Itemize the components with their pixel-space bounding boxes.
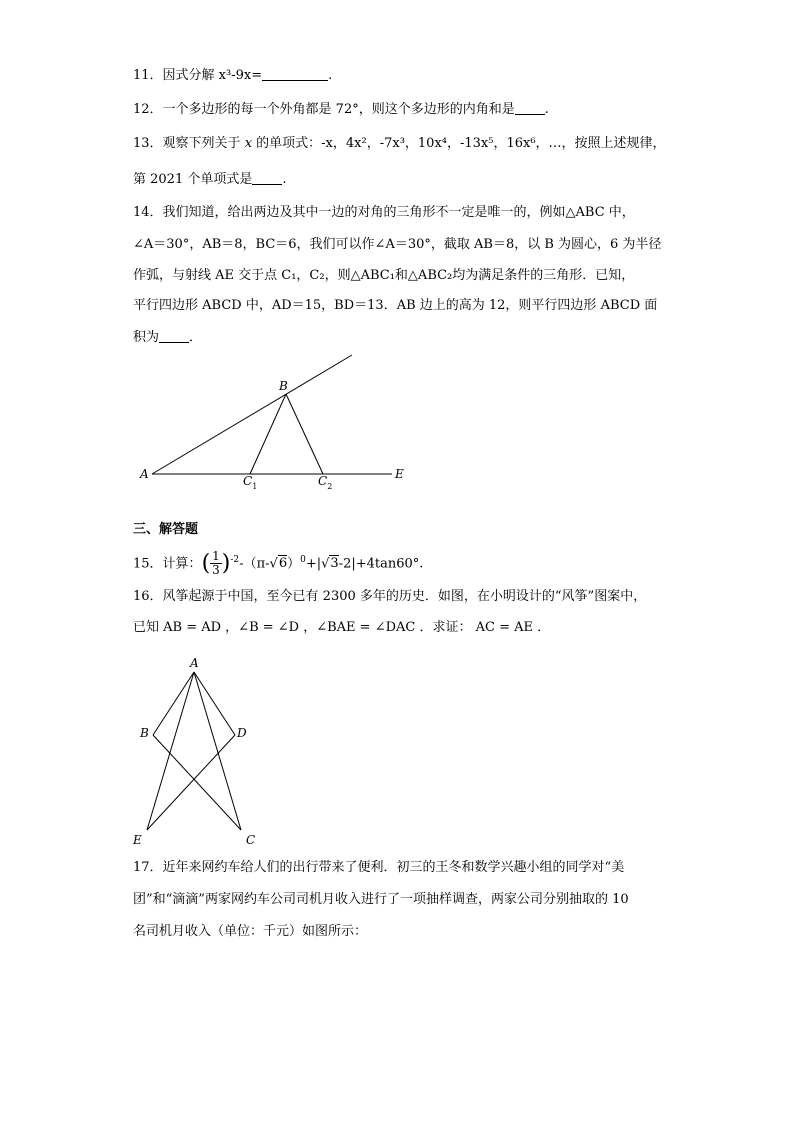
question-text: 已知 AB = AD ，∠B = ∠D ，∠BAE = ∠DAC ．求证： AC = AE ．: [133, 620, 551, 635]
question-number: 13．: [133, 136, 163, 151]
exponent: -2: [230, 555, 240, 565]
question-11: [133, 66, 332, 86]
question-12: [133, 100, 549, 120]
question-number: 14．: [133, 205, 163, 220]
answer-blank[interactable]: [159, 328, 189, 343]
answer-blank[interactable]: [262, 66, 328, 81]
label-c2: $C_2$: [318, 474, 333, 491]
sqrt-symbol: √: [269, 556, 278, 572]
question-text: 我们知道，给出两边及其中一边的对角的三角形不一定是唯一的，例如△ABC 中，: [162, 205, 635, 220]
label-e: E: [133, 833, 142, 847]
question-number: 11．: [133, 68, 163, 83]
label-a: A: [140, 467, 149, 481]
fraction-numerator: 1: [212, 549, 220, 564]
exponent: 0: [300, 555, 306, 565]
question-text: 名司机月收入（单位：千元）如图所示：: [133, 924, 368, 939]
question-14-line-2: [133, 235, 661, 255]
sqrt-radicand: 3: [330, 556, 339, 572]
question-13-line-1: [133, 134, 666, 154]
segment-bc2: [286, 394, 323, 474]
segment-ab: [153, 672, 194, 735]
segment-ad: [194, 672, 235, 735]
section-heading: 三、解答题: [133, 522, 199, 537]
answer-blank[interactable]: [252, 170, 282, 185]
question-15: [133, 546, 423, 578]
question-text: 因式分解 x³-9x=: [162, 68, 263, 83]
segment-bc1: [250, 394, 286, 474]
label-b: B: [279, 379, 288, 393]
ray-ab: [152, 355, 352, 474]
question-text: 第 2021 个单项式是: [133, 172, 253, 187]
segment-de: [147, 735, 235, 830]
question-14-line-5: [133, 328, 202, 348]
question-text: 观察下列关于: [162, 136, 245, 151]
figure-16-kite: [128, 650, 278, 850]
question-end: .: [282, 172, 287, 187]
question-13-line-2: [133, 170, 287, 190]
question-number: 15．: [133, 556, 163, 572]
expression-part: -2|+4tan60°.: [338, 556, 424, 572]
question-text: 作弧，与射线 AE 交于点 C₁，C₂，则△ABC₁和△ABC₂均为满足条件的三角形．已知，: [133, 268, 635, 283]
question-14-line-4: [133, 296, 657, 316]
label-c1: $C_1$: [243, 474, 258, 491]
question-17-line-3: [133, 922, 367, 942]
label-b: B: [140, 726, 149, 740]
label-d: D: [237, 726, 247, 740]
label-c: C: [246, 833, 256, 847]
question-16-line-2: [133, 618, 550, 638]
question-text: 积为: [133, 330, 160, 345]
question-text: 近年来网约车给人们的出行带来了便利．初三的王冬和数学兴趣小组的同学对“美: [162, 860, 625, 875]
question-label: 计算：: [162, 556, 202, 572]
question-text: 团”和“滴滴”两家网约车公司司机月收入进行了一项抽样调查，两家公司分别抽取的 10: [133, 892, 629, 907]
question-end: ．: [189, 330, 203, 345]
fraction-one-third: [210, 550, 222, 577]
figure-14-triangle: [130, 350, 420, 495]
question-text: 的单项式：-x，4x²，-7x³，10x⁴，-13x⁵，16x⁶，…，按照上述规律，: [252, 136, 666, 151]
question-number: 16．: [133, 589, 163, 604]
fraction-denominator: 3: [212, 563, 220, 578]
segment-ac: [194, 672, 241, 830]
variable-x: x: [244, 136, 253, 151]
label-e: E: [395, 467, 404, 481]
question-14-line-3: [133, 266, 634, 286]
question-text: ∠A＝30°，AB＝8，BC＝6，我们可以作∠A＝30°，截取 AB＝8，以 B 为圆心，6 为半径: [133, 237, 662, 252]
question-end: .: [328, 68, 333, 83]
paren-open: (: [201, 550, 211, 576]
segment-ae: [147, 672, 194, 830]
paren-close: ): [221, 550, 231, 576]
label-a: A: [190, 656, 199, 670]
question-16-line-1: [133, 587, 646, 607]
sqrt-radicand: 6: [278, 556, 288, 572]
expression-part: +|: [305, 556, 322, 572]
question-14-line-1: [133, 203, 635, 223]
sqrt-symbol: √: [321, 556, 330, 572]
answer-blank[interactable]: [515, 100, 545, 115]
segment-bc: [153, 735, 241, 830]
question-17-line-1: [133, 858, 624, 878]
question-text: 风筝起源于中国，至今已有 2300 多年的历史．如图，在小明设计的“风筝”图案中，: [162, 589, 647, 604]
question-text: 平行四边形 ABCD 中，AD＝15，BD＝13．AB 边上的高为 12，则平行四边形 ABCD 面: [133, 298, 658, 313]
question-number: 12．: [133, 102, 163, 117]
expression-part: ）: [287, 556, 301, 572]
expression-part: -（π-: [239, 556, 270, 572]
question-number: 17．: [133, 860, 163, 875]
question-text: 一个多边形的每一个外角都是 72°，则这个多边形的内角和是: [162, 102, 515, 117]
question-end: .: [544, 102, 549, 117]
question-17-line-2: [133, 890, 629, 910]
